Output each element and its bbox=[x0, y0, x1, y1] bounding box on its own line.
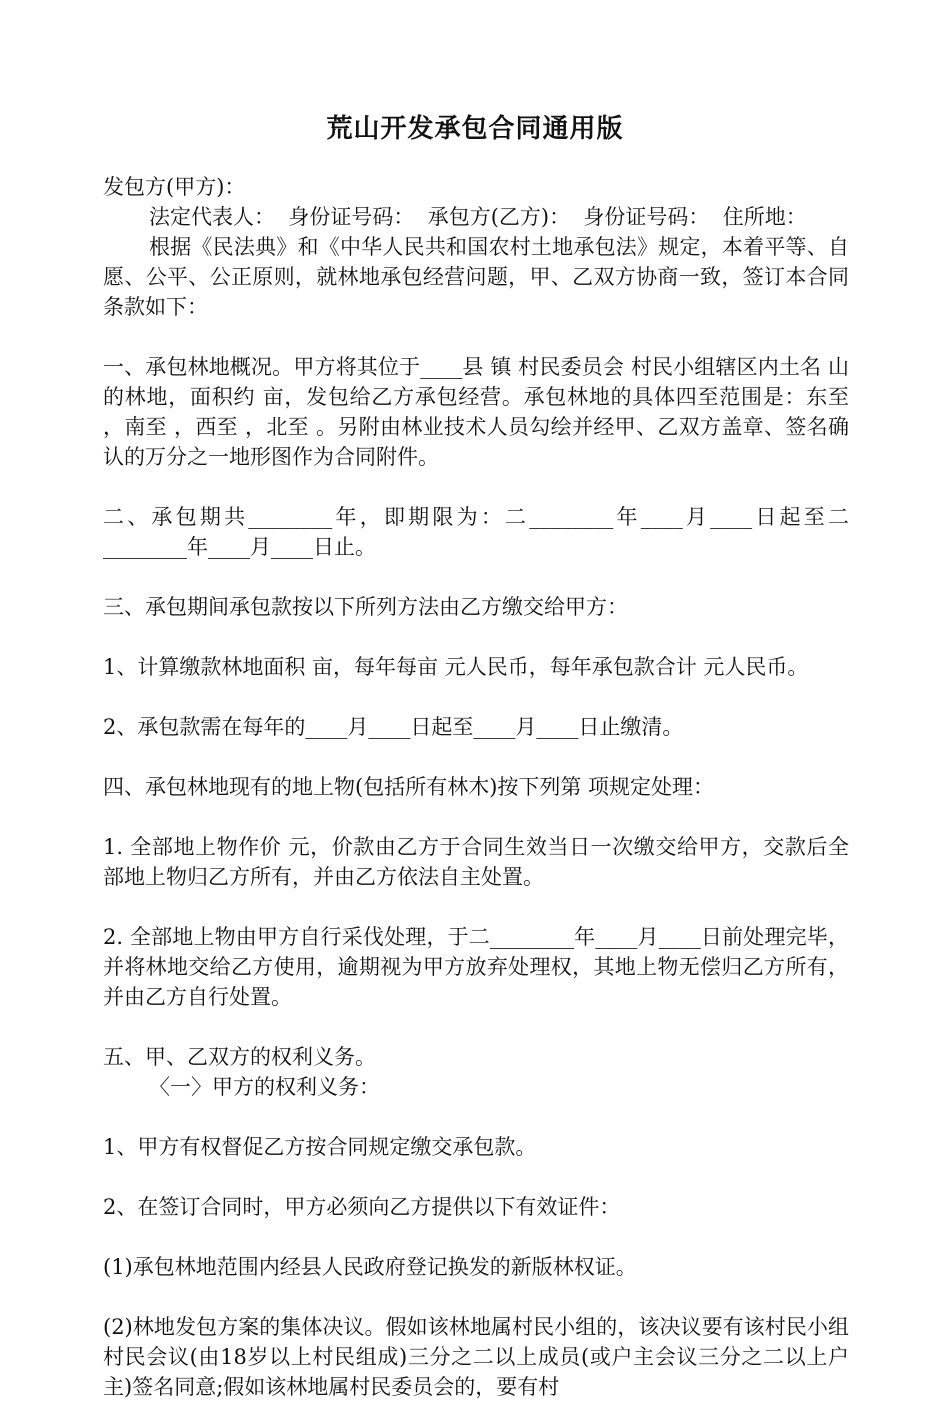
clause-3-item-1: 1、计算缴款林地面积 亩，每年每亩 元人民币，每年承包款合计 元人民币。 bbox=[103, 655, 809, 679]
clause-3-heading: 三、承包期间承包款按以下所列方法由乙方缴交给甲方： bbox=[103, 595, 628, 619]
document-title: 荒山开发承包合同通用版 bbox=[326, 114, 624, 144]
party-a-line: 发包方(甲方)： bbox=[103, 175, 246, 199]
clause-5-item-2-sub-1: (1)承包林地范围内经县人民政府登记换发的新版林权证。 bbox=[103, 1255, 637, 1279]
clause-5-subheading: 〈一〉甲方的权利义务： bbox=[149, 1075, 380, 1099]
clause-5-item-2: 2、在签订合同时，甲方必须向乙方提供以下有效证件： bbox=[103, 1195, 621, 1219]
clause-5-heading: 五、甲、乙双方的权利义务。 bbox=[103, 1045, 376, 1069]
clause-4-heading: 四、承包林地现有的地上物(包括所有林木)按下列第 项规定处理： bbox=[103, 775, 715, 799]
clause-2-paragraph: 二、承包期共________年，即期限为：二________年____月____日起至二________年____月____日止。 bbox=[103, 505, 849, 559]
preamble-paragraph: 根据《民法典》和《中华人民共和国农村土地承包法》规定，本着平等、自愿、公平、公正原则，就林地承包经营问题，甲、乙双方协商一致，签订本合同条款如下： bbox=[103, 235, 849, 319]
clause-5-item-1: 1、甲方有权督促乙方按合同规定缴交承包款。 bbox=[103, 1135, 537, 1159]
document-body bbox=[103, 172, 856, 1402]
clause-4-item-1: 1. 全部地上物作价 元，价款由乙方于合同生效当日一次缴交给甲方，交款后全部地上物归乙方所有，并由乙方依法自主处置。 bbox=[103, 835, 849, 889]
clause-5-item-2-sub-2: (2)林地发包方案的集体决议。假如该林地属村民小组的，该决议要有该村民小组村民会议(由18岁以上村民组成)三分之二以上成员(或户主会议三分之二以上户主)签名同意;假如该林地属村民委员会的，要有村 bbox=[103, 1315, 849, 1399]
clause-4-item-2: 2. 全部地上物由甲方自行采伐处理，于二________年____月____日前处理完毕，并将林地交给乙方使用，逾期视为甲方放弃处理权，其地上物无偿归乙方所有，并由乙方自行处置。 bbox=[103, 925, 849, 1009]
clause-1-paragraph: 一、承包林地概况。甲方将其位于____县 镇 村民委员会 村民小组辖区内土名 山的林地，面积约 亩，发包给乙方承包经营。承包林地的具体四至范围是：东至 ，南至 ，西至 ，北至 。另附由林业技术人员勾绘并经甲、乙双方盖章、签名确认的万分之一地形图作为合同附件。 bbox=[103, 355, 856, 469]
clause-3-item-2: 2、承包款需在每年的____月____日起至____月____日止缴清。 bbox=[103, 715, 684, 739]
representative-line: 法定代表人： 身份证号码： 承包方(乙方)： 身份证号码： 住所地： bbox=[149, 205, 807, 229]
